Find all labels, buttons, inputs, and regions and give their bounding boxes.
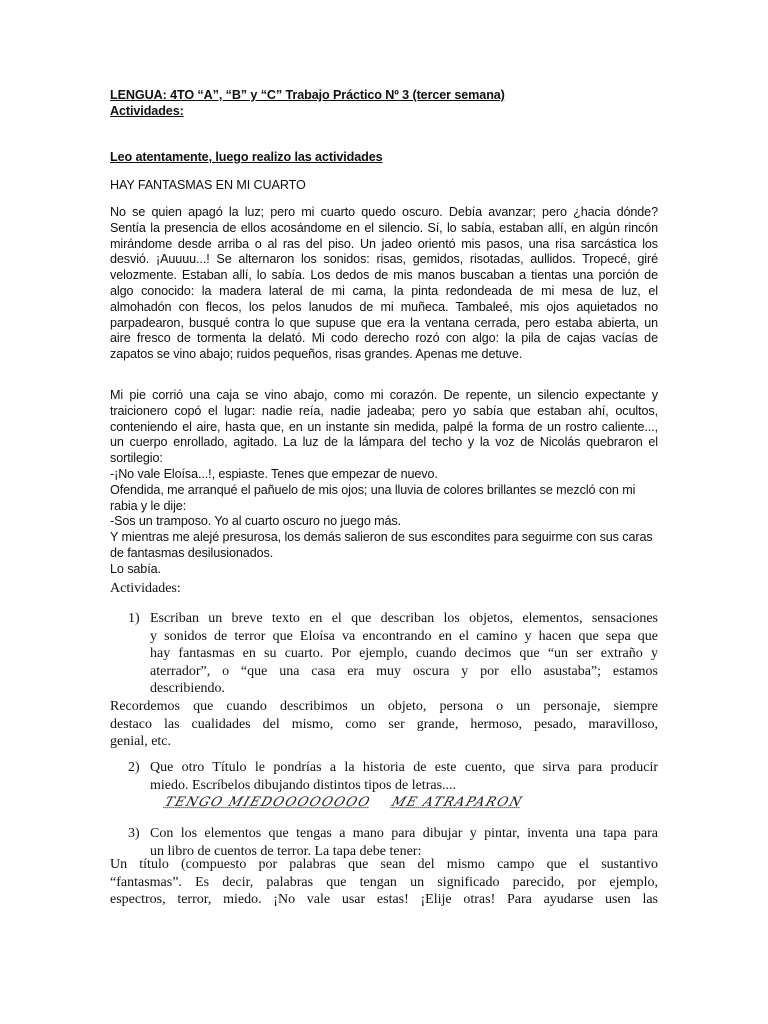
- text-line: Un título (compuesto por palabras que sean del mismo campo que el sustantivo: [110, 857, 658, 872]
- story-paragraph-2: [110, 388, 658, 467]
- text-line: aterrador”, o “que una casa era muy oscura y por ello asustaba”; estamos: [150, 663, 658, 679]
- text-line: un cuerpo enrollado, agitado. La luz de la lámpara del techo y la voz de Nicolás quebraron el: [110, 435, 658, 450]
- activity-item-3: [110, 825, 658, 860]
- text-line: miedo. Escríbelos dibujando distintos tipos de letras....: [150, 777, 457, 793]
- instruction: Leo atentamente, luego realizo las actividades: [110, 150, 383, 164]
- text-line: Con los elementos que tengas a mano para dibujar y pintar, inventa una tapa para: [150, 826, 658, 841]
- text-line: conteniendo el aire, hasta que, en un instante sin medida, palpé la forma de un rostro caliente...,: [110, 419, 658, 434]
- text-line: destaco las cualidades del mismo, como ser grande, hermoso, pesado, maravilloso,: [110, 716, 658, 732]
- text-line: espectros, terror, miedo. ¡No vale usar estas! ¡Elije otras! Para ayudarse usen las: [110, 892, 658, 908]
- activity-item-1: [110, 610, 658, 698]
- text-line: Mi pie corrió una caja se vino abajo, como mi corazón. De repente, un silencio expectante y: [110, 388, 658, 402]
- activity-note-3: [110, 856, 658, 909]
- activity-note-1: [110, 698, 658, 751]
- text-line: Ofendida, me arranqué el pañuelo de mis ojos; una lluvia de colores brillantes se mezcló con mi: [110, 482, 636, 497]
- page-title: LENGUA: 4TO “A”, “B” y “C” Trabajo Práctico Nº 3 (tercer semana): [110, 88, 505, 102]
- text-line: algo conocido: la madera lateral de mi cama, la pinta redondeada de mi mesa de luz, el: [110, 283, 658, 298]
- text-line: -Sos un tramposo. Yo al cuarto oscuro no juego más.: [110, 514, 402, 529]
- text-line: parpadearon, busqué contra lo que supuse que era la ventana cerrada, pero estaba abierta, un: [110, 315, 658, 330]
- activity-number: 3): [128, 826, 140, 841]
- example-title-2: ME ATRAPARON: [389, 795, 525, 810]
- text-line: -¡No vale Eloísa...!, espiaste. Tenes que empezar de nuevo.: [110, 467, 438, 481]
- text-line: rabia y le dije:: [110, 498, 187, 513]
- text-line: Recordemos que cuando describimos un objeto, persona o un personaje, siempre: [110, 699, 658, 714]
- example-title-1: TENGO MIEDOOOOOOOO: [162, 795, 373, 810]
- text-line: mirándome desde arriba o al ras del piso. Un jadeo orientó mis pasos, una risa sarcástica los: [110, 236, 658, 251]
- text-line: de fantasmas desilusionados.: [110, 545, 274, 560]
- activity-text: [150, 610, 658, 698]
- text-line: aire fresco de tormenta la delató. Mi codo derecho rozó con algo: la pila de cajas vacías de: [110, 331, 658, 346]
- activity-text: [150, 759, 658, 794]
- text-line: traicionero copó el lugar: nadie reía, nadie jadeaba; pero yo sabía que estaban ahí, ocultos,: [110, 403, 658, 418]
- story-title: HAY FANTASMAS EN MI CUARTO: [110, 178, 306, 192]
- text-line: almohadón con flecos, los pelos lanudos de mi muñeca. Tambaleé, mis ojos aquietados no: [110, 299, 658, 314]
- page-subtitle: Actividades:: [110, 103, 184, 118]
- activity-number: 1): [128, 611, 140, 626]
- text-line: Que otro Título le pondrías a la historia de este cuento, que sirva para producir: [150, 760, 658, 775]
- text-line: “fantasmas”. Es decir, palabras que tengan un significado parecido, por ejemplo,: [110, 874, 658, 890]
- text-line: y sonidos de terror que Eloísa va encontrando en el camino y hacen que sepa que: [150, 628, 658, 644]
- story-dialog: [110, 467, 658, 578]
- header: [110, 88, 658, 120]
- text-line: desvió. ¡Auuuu...! Se alternaron los sonidos: risas, gemidos, risotadas, aullidos. Tropecé, giré: [110, 252, 658, 267]
- text-line: Sentía la presencia de ellos acosándome en el silencio. Sí, lo sabía, estaban allí, en algún rincón: [110, 220, 658, 235]
- text-line: Escriban un breve texto en el que describan los objetos, elementos, sensaciones: [150, 611, 658, 626]
- text-line: velozmente. Estaban allí, lo sabía. Los dedos de mis manos buscaban a tientas una porción de: [110, 268, 658, 283]
- text-line: Y mientras me alejé presurosa, los demás salieron de sus escondites para seguirme con sus caras: [110, 530, 653, 545]
- story-paragraph-1: [110, 205, 658, 363]
- activity-number: 2): [128, 760, 140, 775]
- activities-heading: Actividades:: [110, 581, 181, 596]
- text-line: Lo sabía.: [110, 561, 161, 576]
- activity-text: [150, 825, 658, 860]
- text-line: genial, etc.: [110, 734, 172, 750]
- activity-item-2: [110, 759, 658, 794]
- text-line: un libro de cuentos de terror. La tapa debe tener:: [150, 843, 422, 859]
- text-line: sortilegio:: [110, 451, 163, 466]
- text-line: hay fantasmas en su cuarto. Por ejemplo, cuando decimos que “un ser extraño y: [150, 646, 658, 662]
- text-line: No se quien apagó la luz; pero mi cuarto quedo oscuro. Debía avanzar; pero ¿hacia dónde?: [110, 205, 658, 219]
- text-line: zapatos se vino abajo; ruidos pequeños, risas grandes. Apenas me detuve.: [110, 347, 523, 362]
- text-line: describiendo.: [150, 681, 226, 697]
